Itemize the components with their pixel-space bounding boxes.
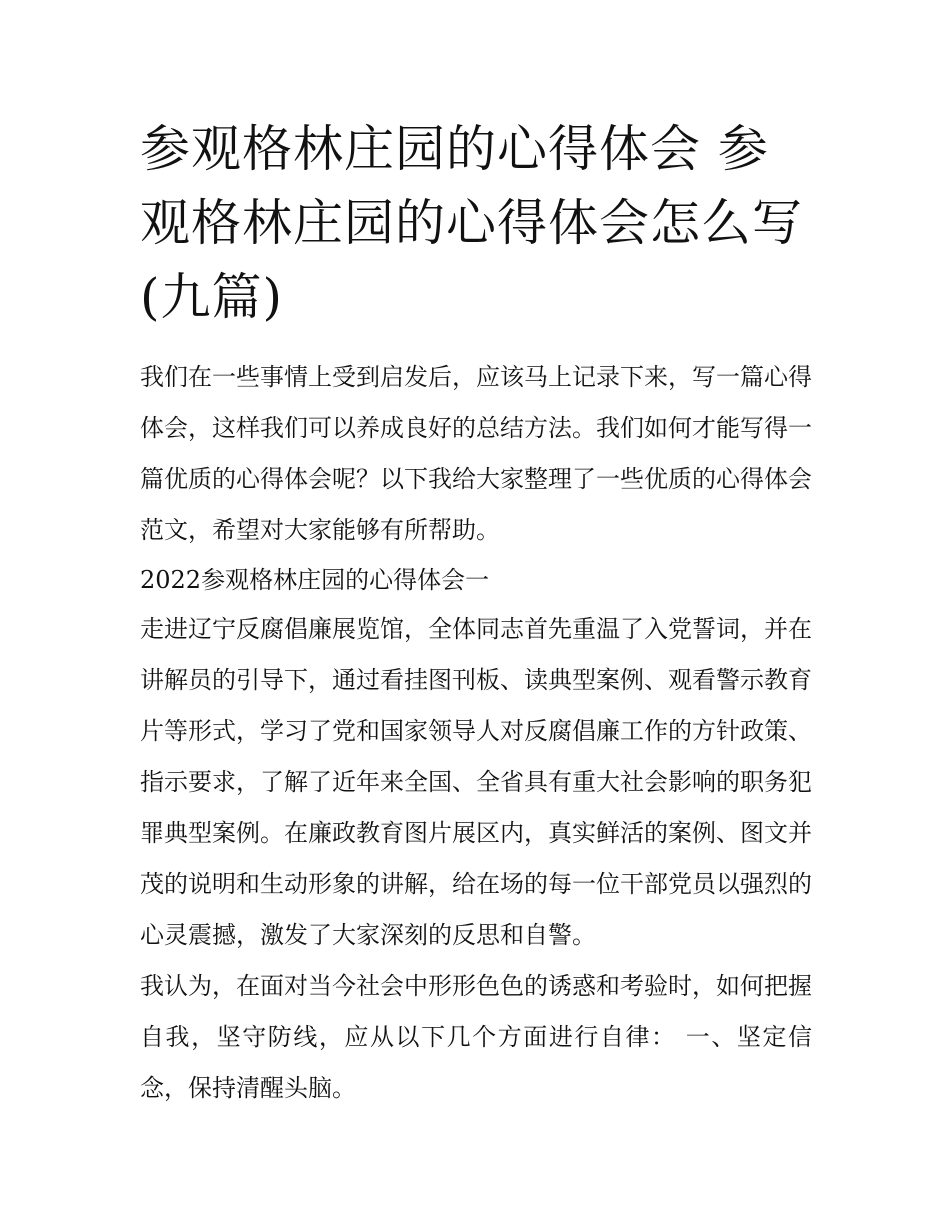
document-title: 参观格林庄园的心得体会 参观格林庄园的心得体会怎么写(九篇): [140, 120, 803, 326]
body-paragraph-1: 走进辽宁反腐倡廉展览馆，全体同志首先重温了入党誓词，并在讲解员的引导下，通过看挂图刊板、读典型案例、观看警示教育片等形式，学习了党和国家领导人对反腐倡廉工作的方针政策、指示要求，了解了近年来全国、全省具有重大社会影响的职务犯罪典型案例。在廉政教育图片展区内，真实鲜活的案例、图文并茂的说明和生动形象的讲解，给在场的每一位干部党员以强烈的心灵震撼，激发了大家深刻的反思和自警。: [140, 615, 812, 949]
section-heading: 2022参观格林庄园的心得体会一: [140, 566, 490, 594]
intro-paragraph: 我们在一些事情上受到启发后，应该马上记录下来，写一篇心得体会，这样我们可以养成良好的总结方法。我们如何才能写得一篇优质的心得体会呢？以下我给大家整理了一些优质的心得体会范文，希望对大家能够有所帮助。: [140, 363, 812, 544]
body-paragraph-2: 我认为，在面对当今社会中形形色色的诱惑和考验时，如何把握自我，坚守防线，应从以下几个方面进行自律： 一、坚定信念，保持清醒头脑。: [140, 972, 812, 1102]
document-page: [140, 112, 812, 1114]
